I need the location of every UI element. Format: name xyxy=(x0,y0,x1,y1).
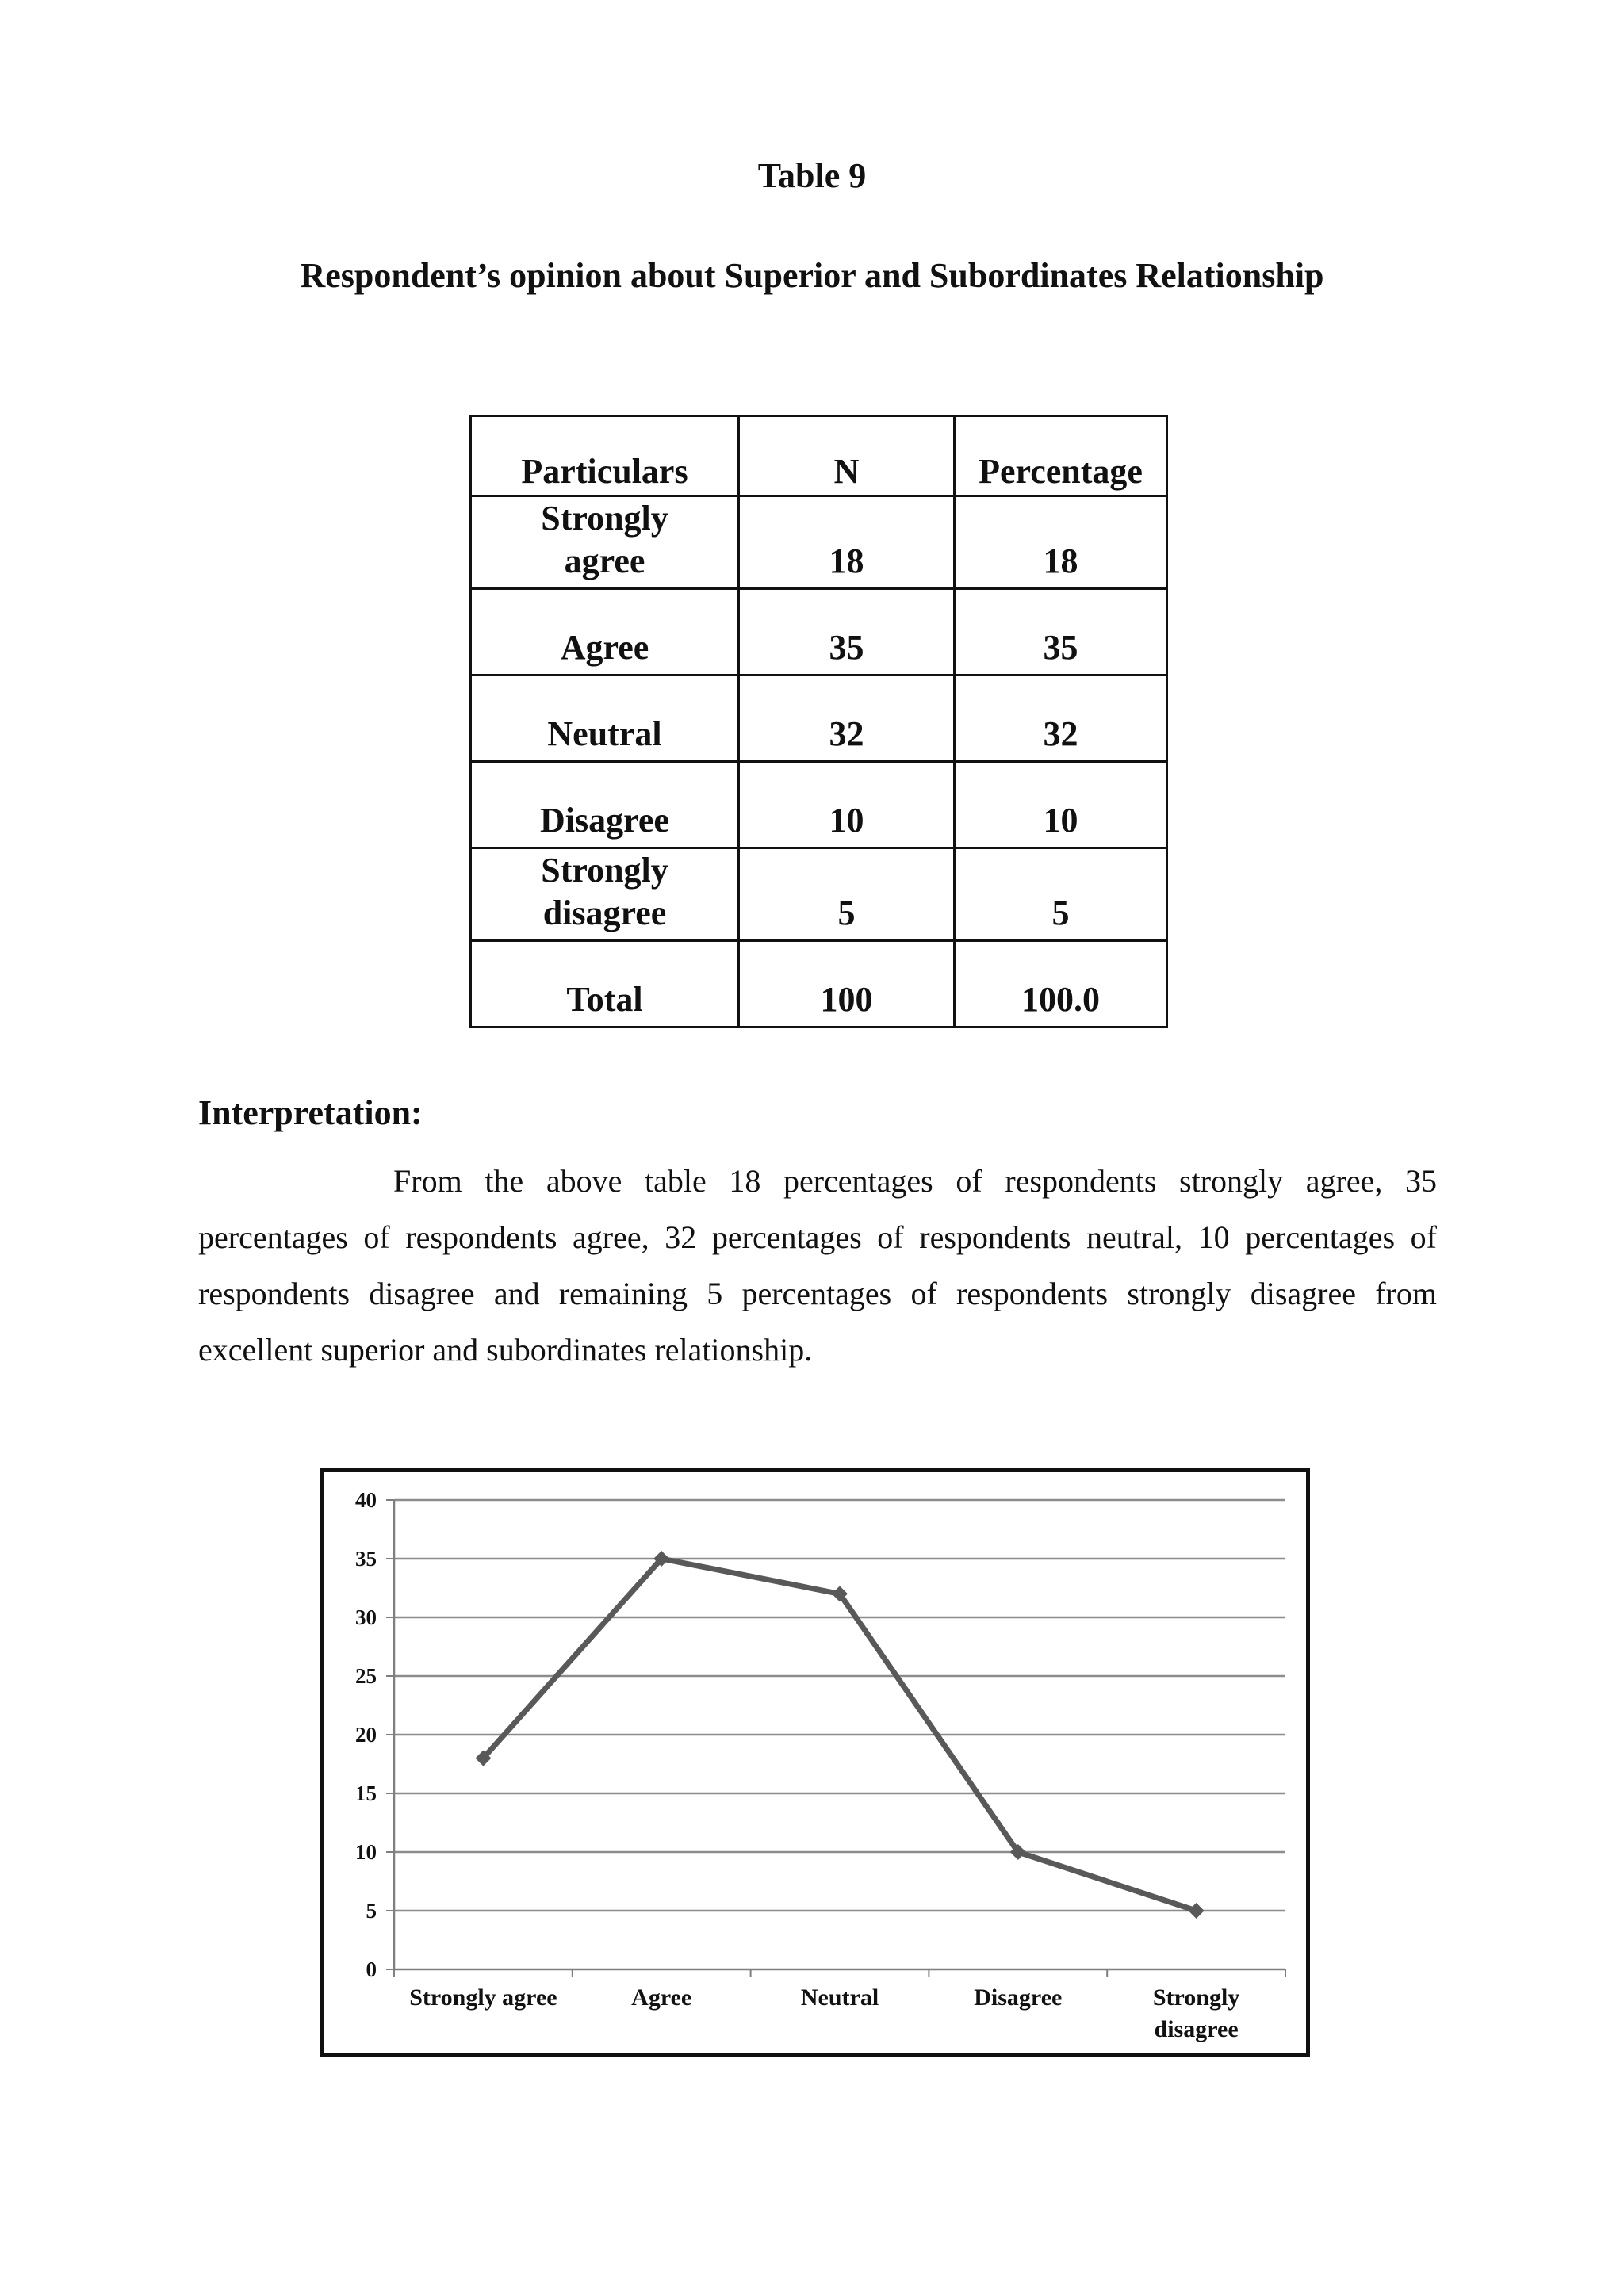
table-row xyxy=(471,496,1167,589)
x-tick-label: Strongly xyxy=(1152,1984,1240,2011)
y-tick-label: 35 xyxy=(355,1547,377,1571)
header-percentage: Percentage xyxy=(955,416,1167,496)
interpretation-heading: Interpretation: xyxy=(198,1093,423,1132)
n-cell: 100 xyxy=(739,941,955,1027)
x-tick-label: Disagree xyxy=(974,1984,1063,2011)
x-tick-label: Strongly agree xyxy=(409,1984,557,2011)
particular-cell xyxy=(471,848,739,941)
particular-cell: Total xyxy=(471,941,739,1027)
x-tick-label: Agree xyxy=(631,1984,692,2011)
particular-line: agree xyxy=(564,541,645,580)
table-total-row xyxy=(471,941,1167,1027)
n-cell: 35 xyxy=(739,589,955,675)
percentage-cell: 35 xyxy=(955,589,1167,675)
particular-line: disagree xyxy=(542,894,667,932)
data-table xyxy=(469,415,1168,1028)
y-tick-label: 10 xyxy=(355,1840,377,1864)
n-cell: 32 xyxy=(739,675,955,762)
particular-cell: Disagree xyxy=(471,762,739,848)
n-cell: 5 xyxy=(739,848,955,941)
header-n: N xyxy=(739,416,955,496)
particular-line: Strongly xyxy=(541,499,668,538)
data-point-marker xyxy=(1189,1903,1205,1919)
table-row xyxy=(471,589,1167,675)
y-tick-label: 0 xyxy=(366,1957,377,1981)
y-tick-label: 20 xyxy=(355,1723,377,1747)
percentage-cell: 10 xyxy=(955,762,1167,848)
y-tick-label: 25 xyxy=(355,1664,377,1688)
x-tick-label: Neutral xyxy=(800,1984,879,2011)
percentage-cell: 32 xyxy=(955,675,1167,762)
particular-cell xyxy=(471,496,739,589)
line-chart xyxy=(320,1468,1310,2057)
table-number: Table 9 xyxy=(757,156,867,195)
percentage-cell: 5 xyxy=(955,848,1167,941)
chart-canvas xyxy=(324,1472,1306,2053)
table-row xyxy=(471,762,1167,848)
interpretation-text: From the above table 18 percentages of respondents strongly agree, 35 percentages of respondents agree, 32 percentages of respondents neutral, 10 percentages of respondents disagree and remaining 5 percentages of respondents strongly disagree from excellent superior and subordinates relationship. xyxy=(198,1163,1437,1368)
particular-cell: Agree xyxy=(471,589,739,675)
n-cell: 18 xyxy=(739,496,955,589)
y-tick-label: 40 xyxy=(355,1488,377,1512)
particular-cell: Neutral xyxy=(471,675,739,762)
y-tick-label: 5 xyxy=(366,1899,377,1923)
y-tick-label: 15 xyxy=(355,1781,377,1805)
header-particulars: Particulars xyxy=(471,416,739,496)
percentage-cell: 100.0 xyxy=(955,941,1167,1027)
table-row xyxy=(471,848,1167,941)
particular-line: Strongly xyxy=(541,851,668,890)
percentage-cell: 18 xyxy=(955,496,1167,589)
y-tick-label: 30 xyxy=(355,1605,377,1629)
table-header-row xyxy=(471,416,1167,496)
table-row xyxy=(471,675,1167,762)
n-cell: 10 xyxy=(739,762,955,848)
x-tick-label: disagree xyxy=(1154,2016,1239,2042)
table-title: Respondent’s opinion about Superior and Subordinates Relationship xyxy=(300,256,1324,295)
